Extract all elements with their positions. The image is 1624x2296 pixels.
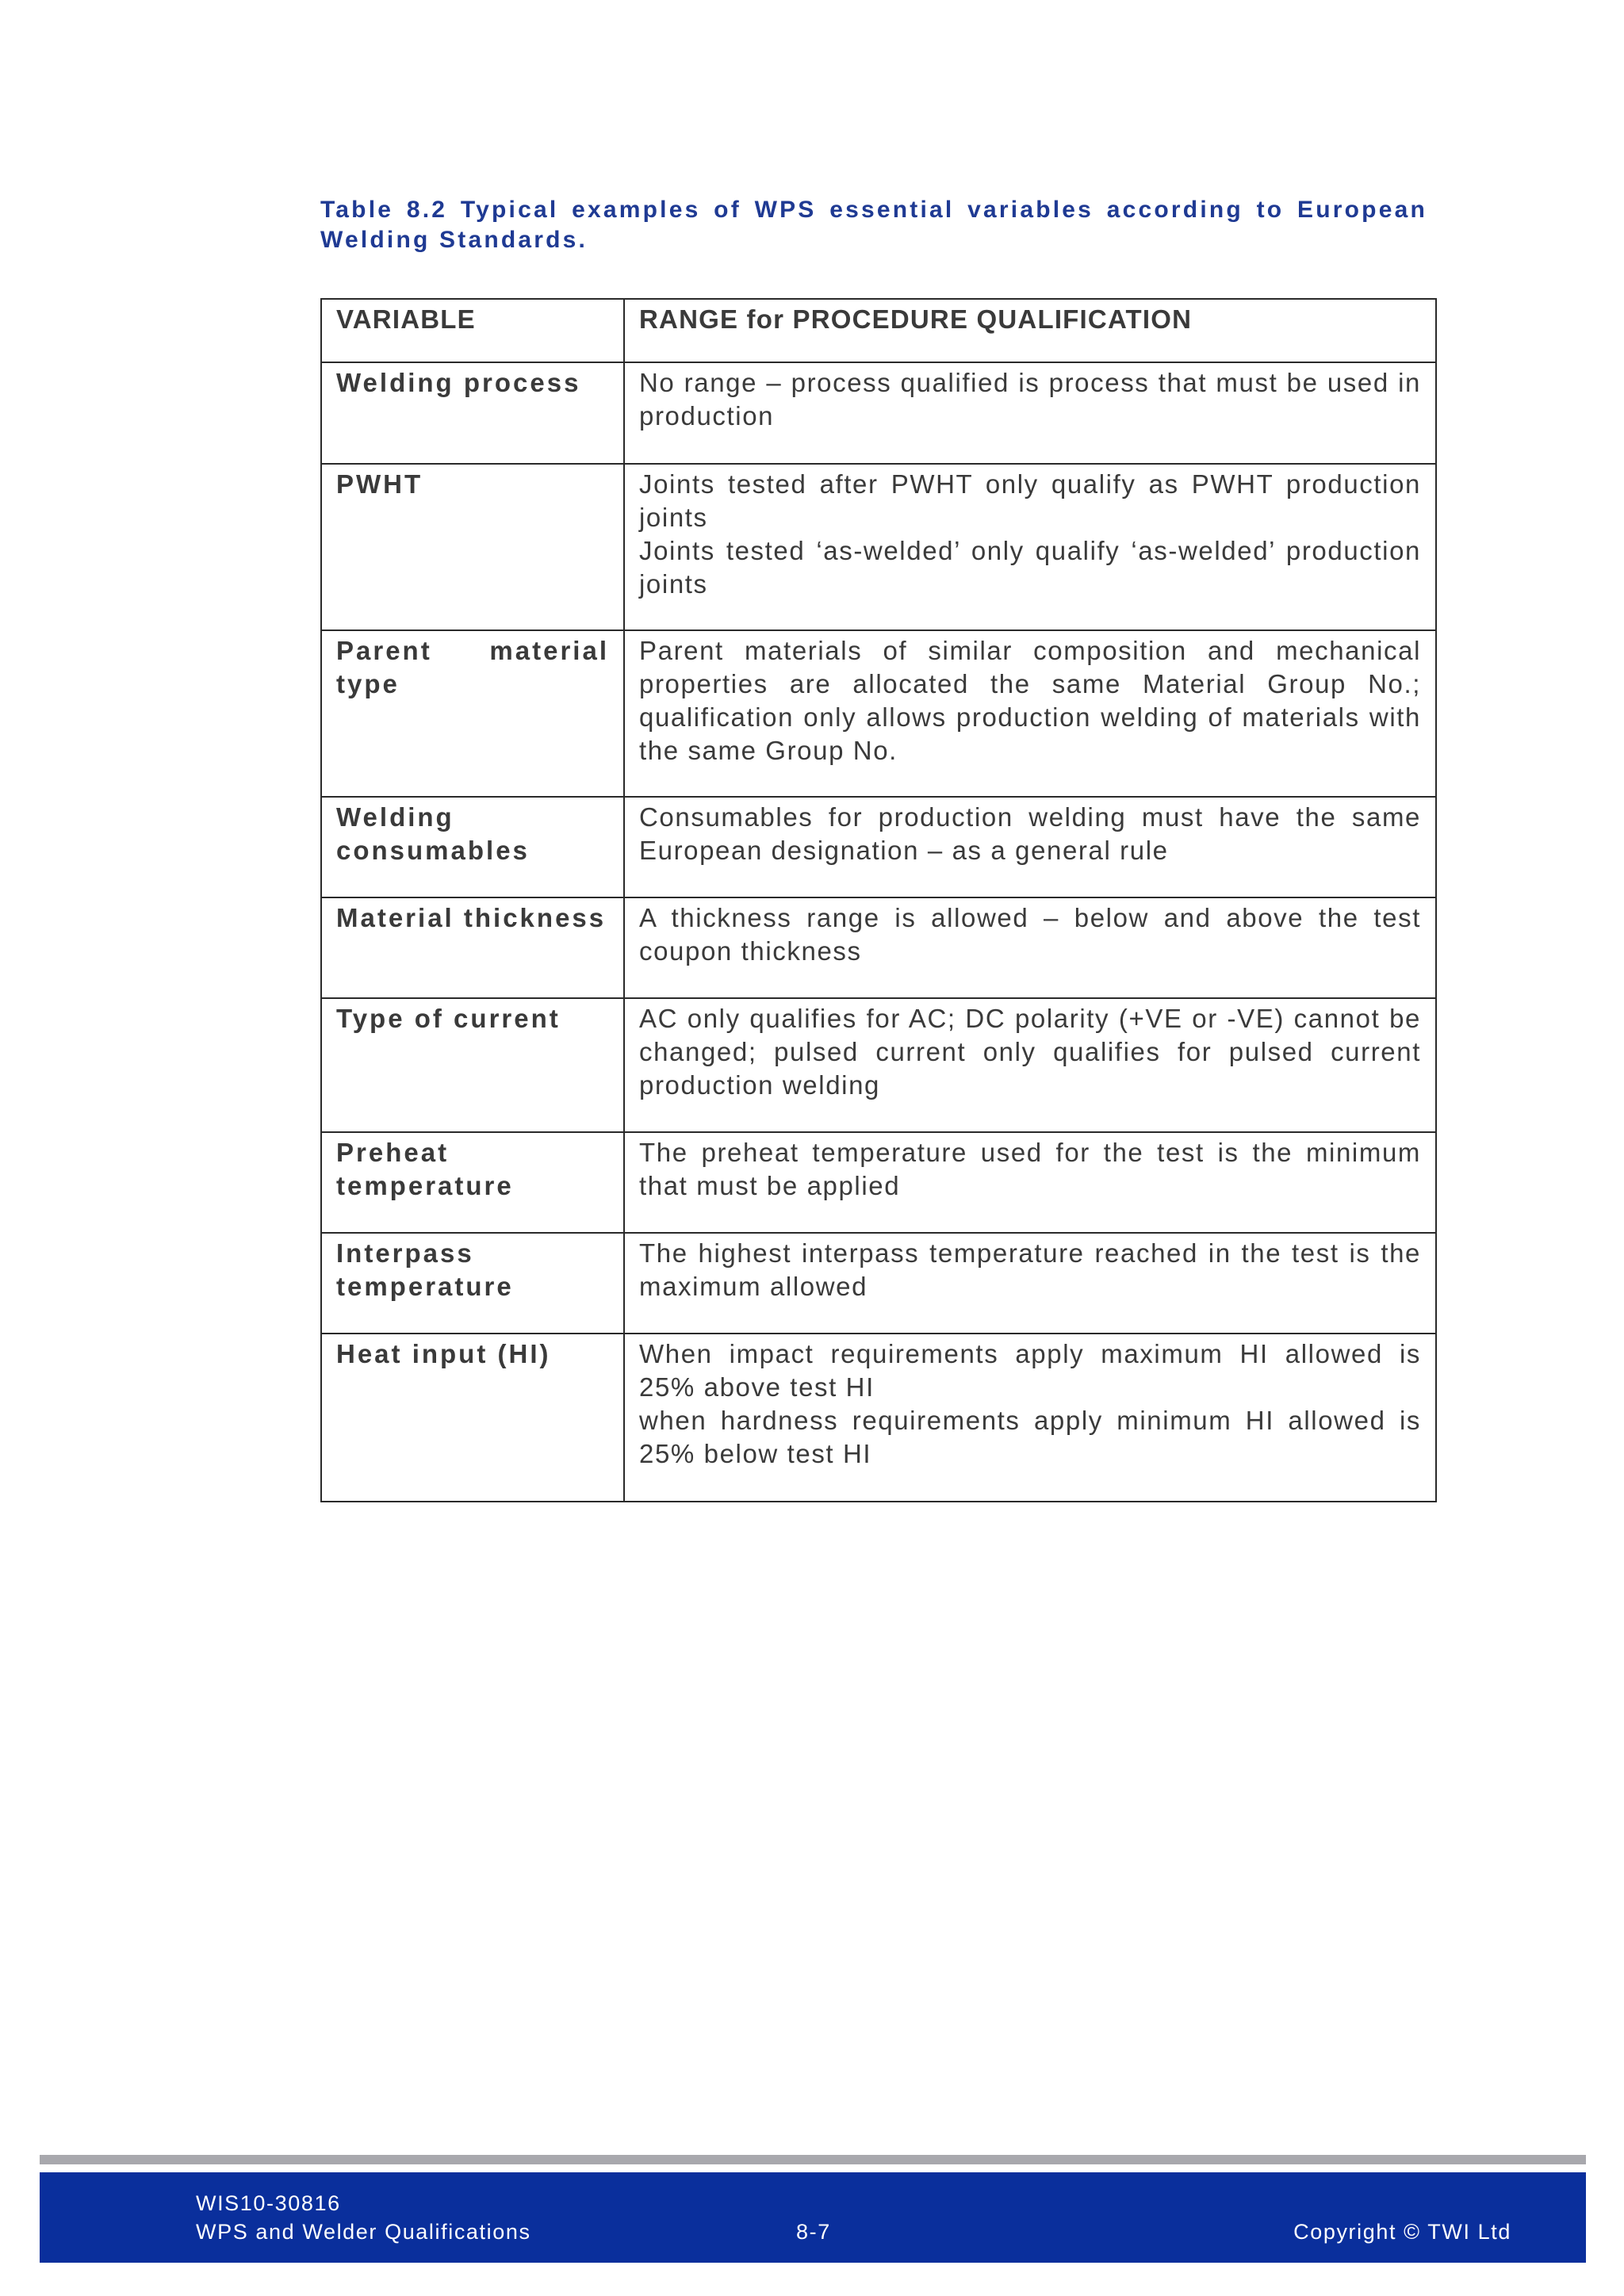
range-line: Joints tested ‘as-welded’ only qualify ‘as-welded’ production joints — [639, 536, 1421, 599]
variable-cell: Parent material type — [321, 630, 624, 797]
footer-divider — [40, 2155, 1586, 2164]
table-row — [321, 1334, 1436, 1502]
variable-cell: Material thickness — [321, 897, 624, 998]
table-header-row — [321, 299, 1436, 362]
range-cell — [624, 1132, 1436, 1233]
range-line: Parent materials of similar composition and mechanical properties are allocated the same Material Group No.; qualification only allows production welding of materials with the same Group No. — [639, 636, 1421, 765]
table-row — [321, 464, 1436, 630]
variable-cell: Heat input (HI) — [321, 1334, 624, 1502]
page-footer — [40, 2172, 1586, 2263]
range-line: No range – process qualified is process that must be used in production — [639, 368, 1421, 430]
range-cell — [624, 897, 1436, 998]
range-line: The preheat temperature used for the test is the minimum that must be applied — [639, 1138, 1421, 1200]
variable-cell: PWHT — [321, 464, 624, 630]
table-row — [321, 797, 1436, 897]
range-cell — [624, 630, 1436, 797]
range-line: A thickness range is allowed – below and above the test coupon thickness — [639, 903, 1421, 966]
variable-cell: Interpass temperature — [321, 1233, 624, 1334]
wps-variables-table — [320, 298, 1437, 1502]
variable-cell: Welding process — [321, 362, 624, 464]
table-row — [321, 1132, 1436, 1233]
range-cell — [624, 797, 1436, 897]
range-line: AC only qualifies for AC; DC polarity (+VE or -VE) cannot be changed; pulsed current only qualifies for pulsed current production welding — [639, 1004, 1421, 1100]
document-title: WPS and Welder Qualifications — [196, 2220, 531, 2244]
copyright-notice: Copyright © TWI Ltd — [1293, 2220, 1511, 2244]
table-row — [321, 1233, 1436, 1334]
document-id: WIS10-30816 — [196, 2191, 341, 2215]
range-line: when hardness requirements apply minimum HI allowed is 25% below test HI — [639, 1406, 1421, 1468]
range-cell — [624, 1334, 1436, 1502]
column-header-variable: VARIABLE — [321, 299, 624, 362]
range-line: When impact requirements apply maximum HI allowed is 25% above test HI — [639, 1339, 1421, 1402]
range-cell — [624, 998, 1436, 1132]
variable-cell: Type of current — [321, 998, 624, 1132]
table-row — [321, 998, 1436, 1132]
range-cell — [624, 362, 1436, 464]
table-row — [321, 362, 1436, 464]
table-caption: Table 8.2 Typical examples of WPS essential variables according to European Welding Standards. — [320, 197, 1427, 253]
variable-cell: Welding consumables — [321, 797, 624, 897]
range-line: Consumables for production welding must have the same European designation – as a general rule — [639, 802, 1421, 865]
range-line: Joints tested after PWHT only qualify as PWHT production joints — [639, 469, 1421, 532]
table-row — [321, 897, 1436, 998]
range-cell — [624, 1233, 1436, 1334]
page-number: 8-7 — [796, 2220, 831, 2244]
range-cell — [624, 464, 1436, 630]
range-line: The highest interpass temperature reached in the test is the maximum allowed — [639, 1238, 1421, 1301]
table-row — [321, 630, 1436, 797]
variable-cell: Preheat temperature — [321, 1132, 624, 1233]
column-header-range: RANGE for PROCEDURE QUALIFICATION — [624, 299, 1436, 362]
